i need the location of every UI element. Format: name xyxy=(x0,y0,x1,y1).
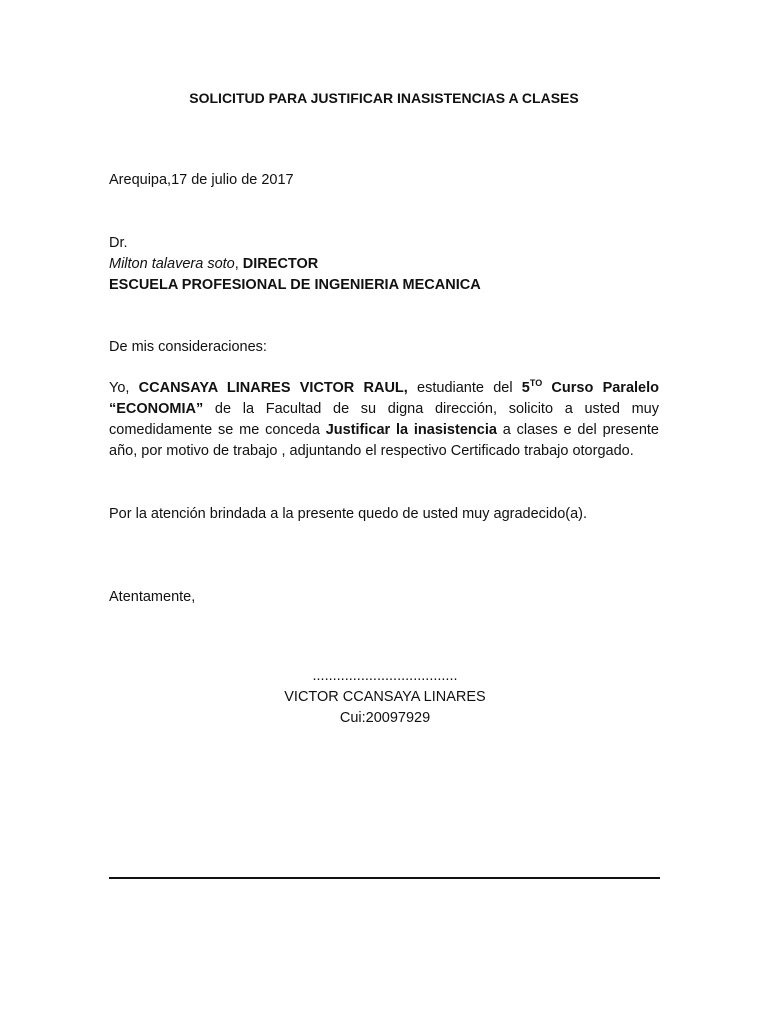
signature-dots: .................................... xyxy=(312,668,458,684)
footer-divider xyxy=(109,877,660,879)
document-title: SOLICITUD PARA JUSTIFICAR INASISTENCIAS A CLASES xyxy=(189,90,579,106)
request-text: Justificar la inasistencia xyxy=(325,422,497,438)
greeting: De mis consideraciones: xyxy=(109,339,267,355)
recipient-name-line xyxy=(109,254,659,275)
body-text-3: de la Facultad de su digna dirección, solicito a usted muy comedidamente se me conceda xyxy=(109,401,659,438)
signature-cui: Cui:20097929 xyxy=(339,710,431,726)
date-line: Arequipa,17 de julio de 2017 xyxy=(109,172,294,188)
recipient-school: ESCUELA PROFESIONAL DE INGENIERIA MECANICA xyxy=(109,277,481,293)
course-label: Curso Paralelo “ECONOMIA” xyxy=(109,380,659,417)
body-text-4: a clases e del presente año, por motivo de trabajo , adjuntando el respectivo Certificado trabajo otorgado. xyxy=(109,422,659,459)
recipient-block xyxy=(109,233,659,296)
recipient-name-separator: , xyxy=(234,256,243,272)
recipient-salutation: Dr. xyxy=(109,235,128,251)
course-superscript: TO xyxy=(529,378,543,389)
closing-line: Atentamente, xyxy=(109,589,196,605)
signature-block xyxy=(180,666,590,729)
recipient-role: DIRECTOR xyxy=(242,256,319,272)
body-text-2: estudiante del xyxy=(407,380,522,396)
body-paragraph xyxy=(109,378,659,462)
recipient-name: Milton talavera soto xyxy=(109,256,235,272)
thanks-line: Por la atención brindada a la presente quedo de usted muy agradecido(a). xyxy=(109,506,588,522)
course-num: 5 xyxy=(521,380,530,396)
body-text-1: Yo, xyxy=(109,380,139,396)
student-name: CCANSAYA LINARES VICTOR RAUL, xyxy=(138,380,408,396)
signature-name: VICTOR CCANSAYA LINARES xyxy=(284,689,486,705)
